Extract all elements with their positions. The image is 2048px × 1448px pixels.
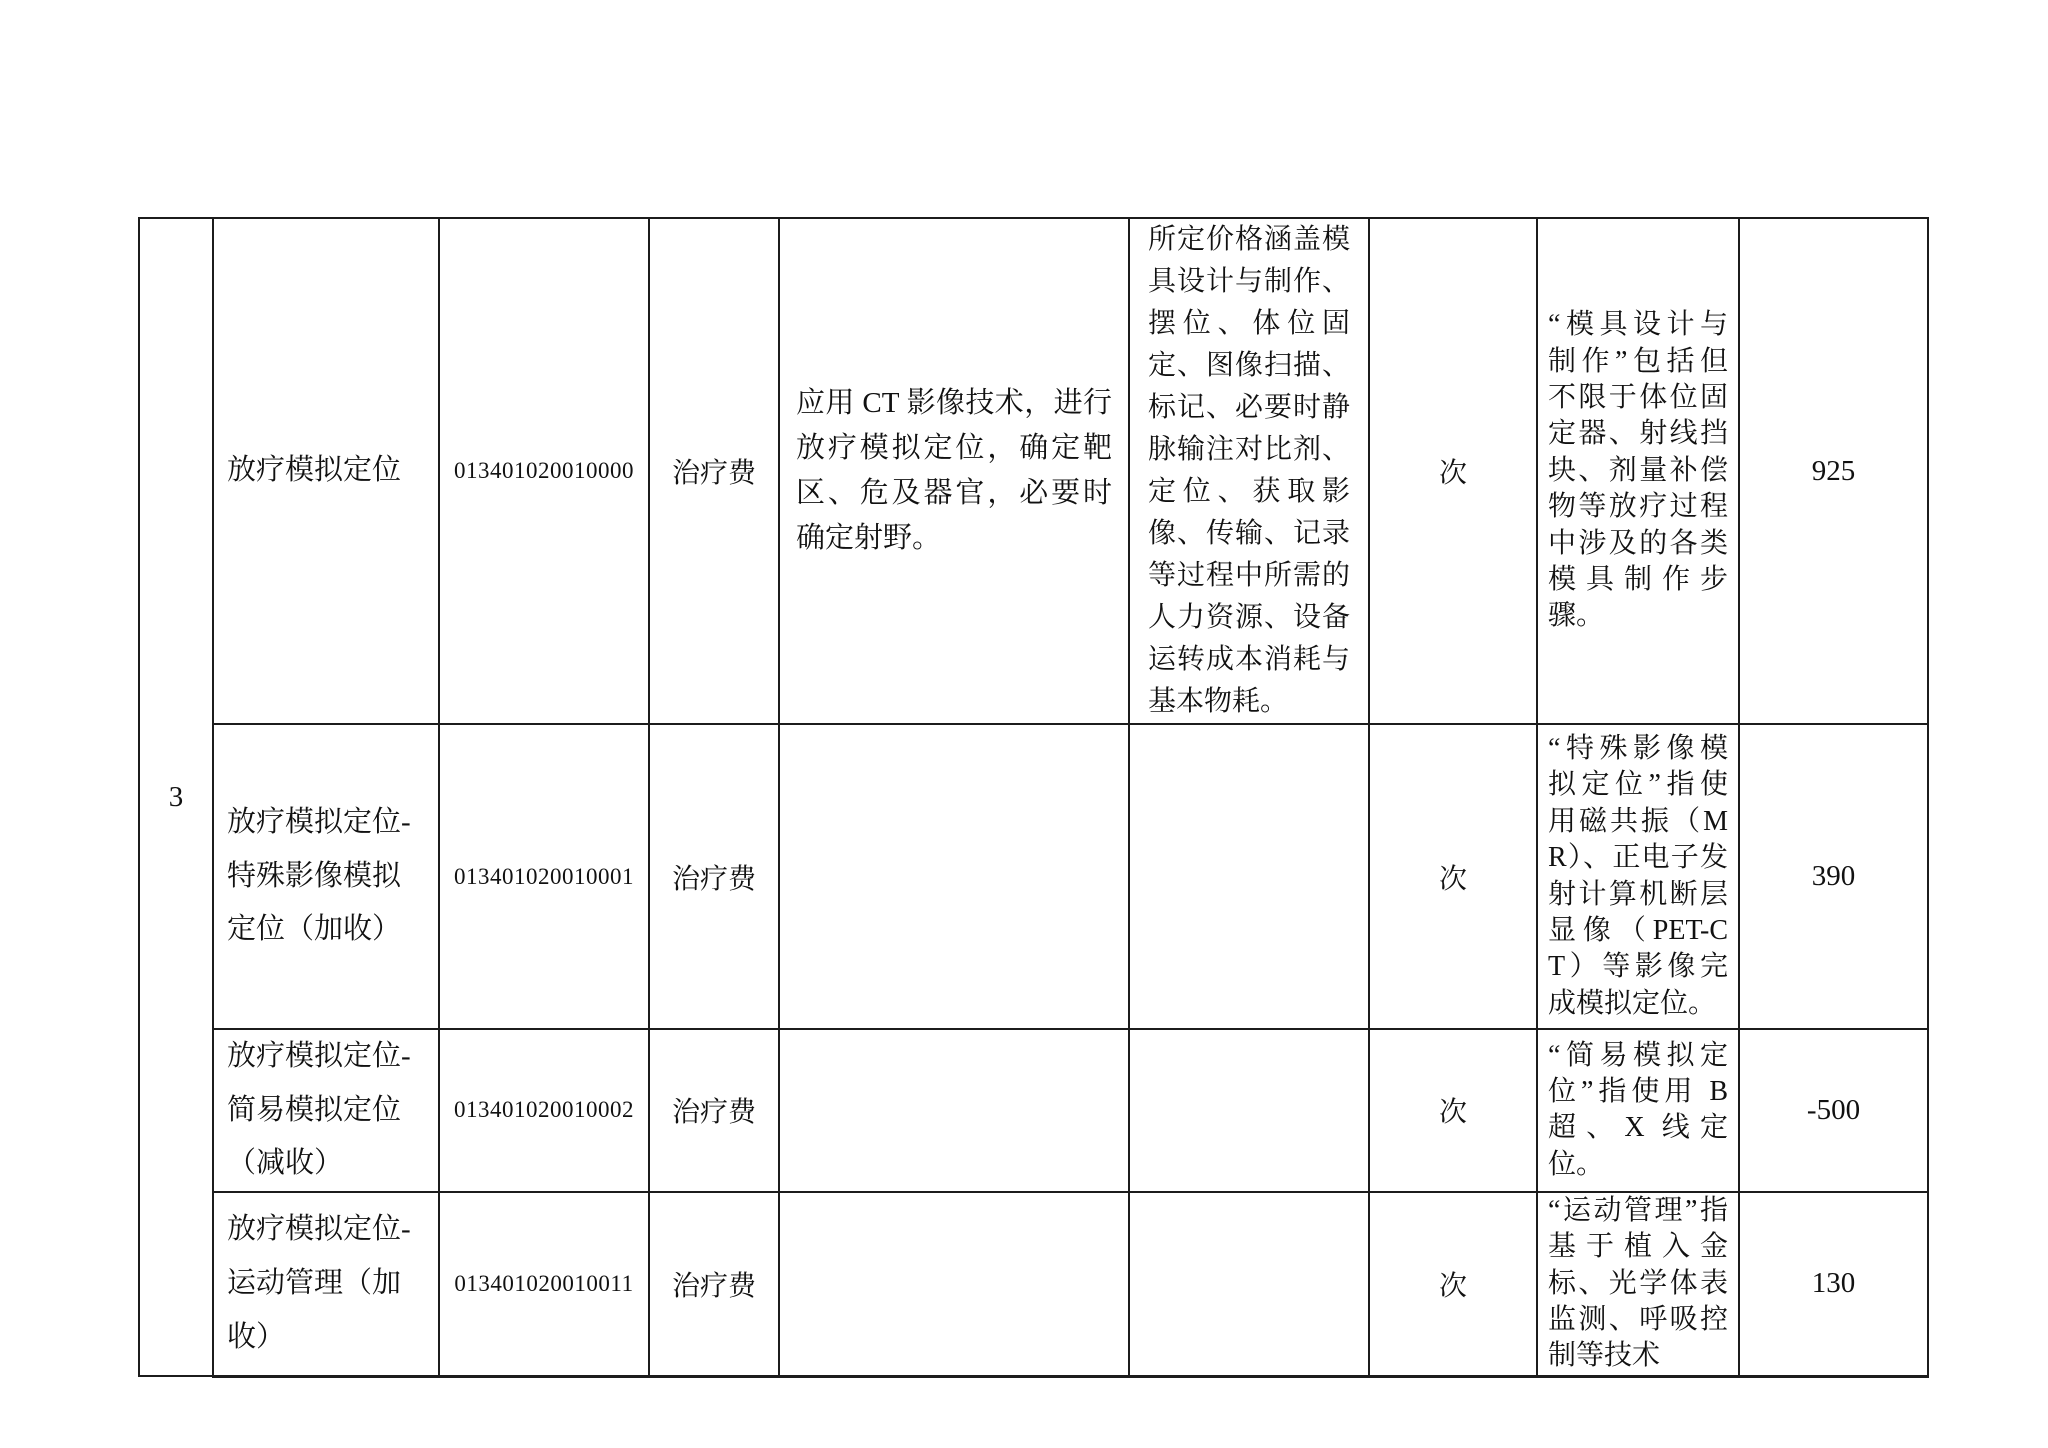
price-scope-cell: 所定价格涵盖模具设计与制作、摆位、体位固定、图像扫描、标记、必要时静脉输注对比剂、定位、获取影像、传输、记录等过程中所需的人力资源、设备运转成本消耗与基本物耗。 (1129, 218, 1369, 724)
item-name-cell: 放疗模拟定位-特殊影像模拟定位（加收） (213, 724, 439, 1029)
fee-type-cell: 治疗费 (649, 724, 779, 1029)
price-cell: 390 (1739, 724, 1928, 1029)
fee-type-cell: 治疗费 (649, 1192, 779, 1376)
price-cell: 130 (1739, 1192, 1928, 1376)
unit-cell: 次 (1369, 1029, 1537, 1192)
notes-cell: “模具设计与制作”包括但不限于体位固定器、射线挡块、剂量补偿物等放疗过程中涉及的各类模具制作步骤。 (1537, 218, 1739, 724)
serial-number-cell: 3 (139, 218, 213, 1376)
fee-type-cell: 治疗费 (649, 1029, 779, 1192)
item-code-cell: 013401020010001 (439, 724, 649, 1029)
unit-cell: 次 (1369, 1192, 1537, 1376)
price-cell: -500 (1739, 1029, 1928, 1192)
connotation-cell (779, 1029, 1129, 1192)
item-name-cell: 放疗模拟定位 (213, 218, 439, 724)
notes-cell: “特殊影像模拟定位”指使用磁共振（MR）、正电子发射计算机断层显像（PET-CT）等影像完成模拟定位。 (1537, 724, 1739, 1029)
unit-cell: 次 (1369, 724, 1537, 1029)
connotation-cell (779, 724, 1129, 1029)
table-row (139, 724, 1928, 1029)
item-code-cell: 013401020010002 (439, 1029, 649, 1192)
table-row (139, 218, 1928, 724)
item-code-cell: 013401020010000 (439, 218, 649, 724)
table-row (139, 1192, 1928, 1376)
price-scope-cell (1129, 724, 1369, 1029)
pricing-table (138, 217, 1929, 1378)
table-row (139, 1029, 1928, 1192)
item-code-cell: 013401020010011 (439, 1192, 649, 1376)
connotation-cell: 应用 CT 影像技术，进行放疗模拟定位，确定靶区、危及器官，必要时确定射野。 (779, 218, 1129, 724)
fee-type-cell: 治疗费 (649, 218, 779, 724)
price-scope-cell (1129, 1192, 1369, 1376)
notes-cell: “简易模拟定位”指使用 B 超、X 线定位。 (1537, 1029, 1739, 1192)
connotation-cell (779, 1192, 1129, 1376)
item-name-cell: 放疗模拟定位-简易模拟定位（减收） (213, 1029, 439, 1192)
price-scope-cell (1129, 1029, 1369, 1192)
notes-cell: “运动管理”指基于植入金标、光学体表监测、呼吸控制等技术 (1537, 1192, 1739, 1376)
unit-cell: 次 (1369, 218, 1537, 724)
price-cell: 925 (1739, 218, 1928, 724)
item-name-cell: 放疗模拟定位-运动管理（加收） (213, 1192, 439, 1376)
